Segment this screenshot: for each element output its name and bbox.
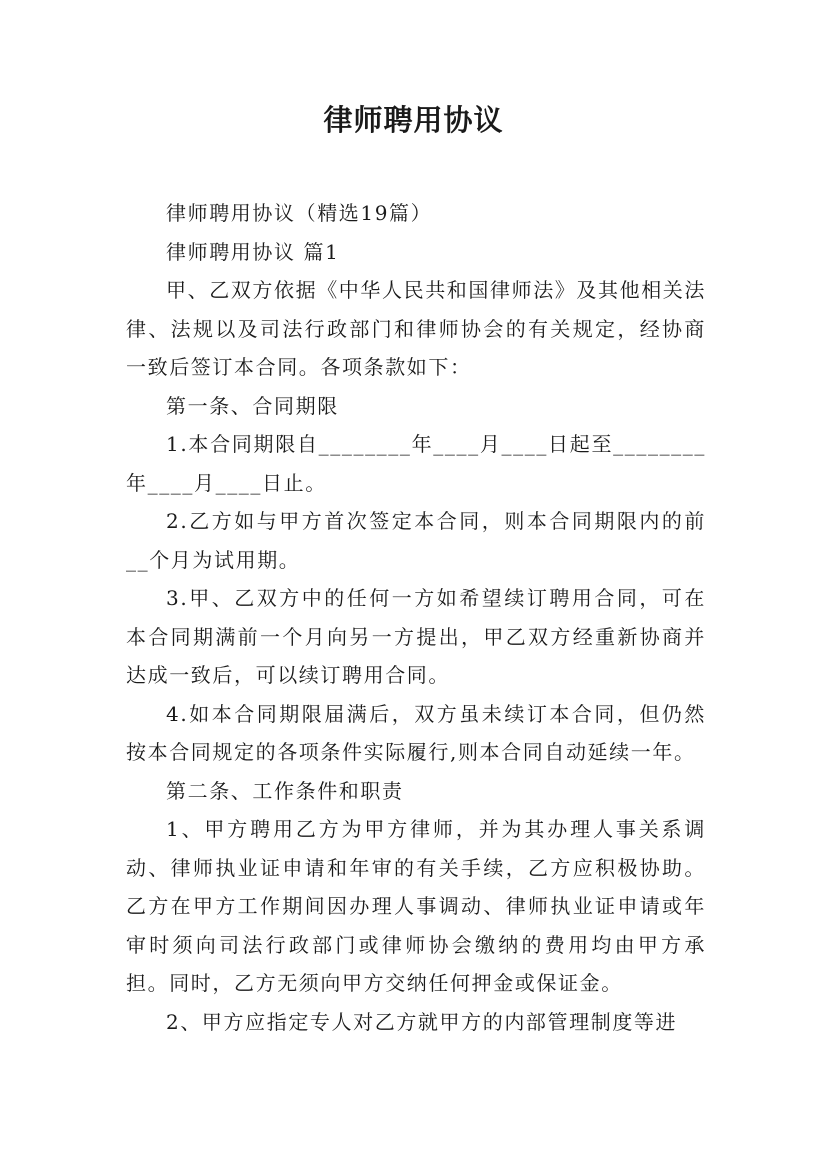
paragraph-article-1-item-1: 1.本合同期限自________年____月____日起至________年____月____日止。 <box>126 432 706 495</box>
paragraph-article-1-heading: 第一条、合同期限 <box>166 393 339 418</box>
paragraph-article-2-item-1: 1、甲方聘用乙方为甲方律师，并为其办理人事关系调动、律师执业证申请和年审的有关手续，乙方应积极协助。乙方在甲方工作期间因办理人事调动、律师执业证申请或年审时须向司法行政部门或律师协会缴纳的费用均由甲方承担。同时，乙方无须向甲方交纳任何押金或保证金。 <box>126 817 706 995</box>
paragraph-article-1-item-2: 2.乙方如与甲方首次签定本合同，则本合同期限内的前__个月为试用期。 <box>126 509 706 572</box>
paragraph-section-heading: 律师聘用协议 篇1 <box>166 239 340 264</box>
paragraph-article-1-item-3: 3.甲、乙双方中的任何一方如希望续订聘用合同，可在本合同期满前一个月向另一方提出，甲乙双方经重新协商并达成一致后，可以续订聘用合同。 <box>126 586 706 687</box>
document-title: 律师聘用协议 <box>323 103 504 137</box>
paragraph-article-1-item-4: 4.如本合同期限届满后，双方虽未续订本合同，但仍然按本合同规定的各项条件实际履行,则本合同自动延续一年。 <box>126 701 706 764</box>
paragraph-article-2-item-2: 2、甲方应指定专人对乙方就甲方的内部管理制度等进 <box>166 1009 678 1034</box>
paragraph-subtitle: 律师聘用协议（精选19篇） <box>166 201 433 225</box>
document-body <box>126 194 706 1041</box>
paragraph-article-2-heading: 第二条、工作条件和职责 <box>166 778 404 803</box>
paragraph-preamble: 甲、乙双方依据《中华人民共和国律师法》及其他相关法律、法规以及司法行政部门和律师协会的有关规定，经协商一致后签订本合同。各项条款如下： <box>126 278 706 379</box>
